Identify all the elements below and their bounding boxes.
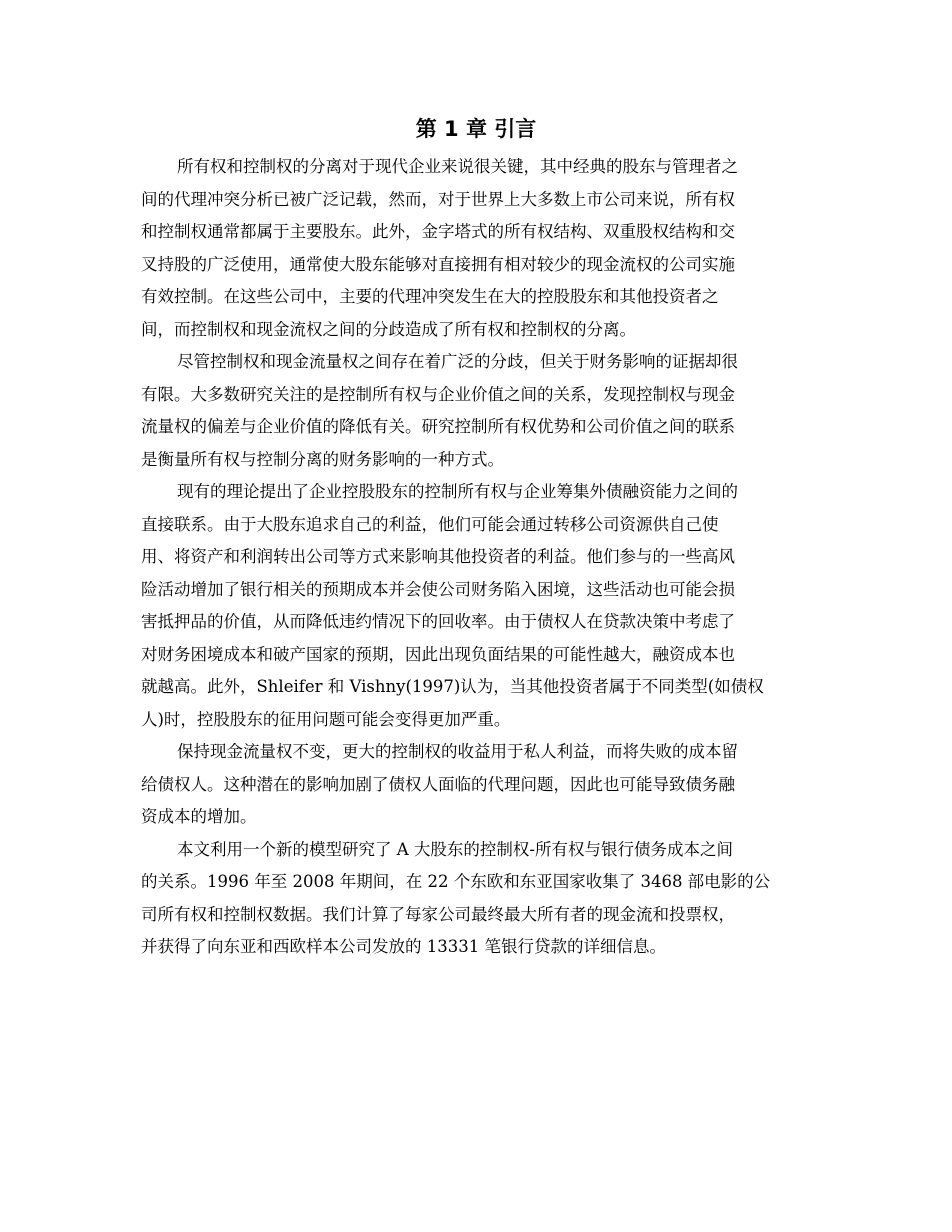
text-line: 人)时，控股股东的征用问题可能会变得更加严重。 [141,709,511,729]
text-line: 给债权人。这种潜在的影响加剧了债权人面临的代理问题，因此也可能导致债务融 [141,774,735,794]
paragraph [141,151,816,346]
text-line: 有效控制。在这些公司中，主要的代理冲突发生在大的控股股东和其他投资者之 [141,287,719,306]
text-line: 用、将资产和利润转出公司等方式来影响其他投资者的利益。他们参与的一些高风 [141,547,735,566]
body-text [141,151,816,964]
paragraph [141,346,816,476]
text-line: 有限。大多数研究关注的是控制所有权与企业价值之间的关系，发现控制权与现金 [141,384,735,404]
text-line: 和控制权通常都属于主要股东。此外，金字塔式的所有权结构、双重股权结构和交 [141,222,735,241]
text-line: 叉持股的广泛使用，通常使大股东能够对直接拥有相对较少的现金流权的公司实施 [141,254,735,274]
paragraph [141,476,816,736]
text-line: 就越高。此外，Shleifer 和 Vishny(1997)认为，当其他投资者属于不同类型(如债权 [141,677,764,696]
text-line: 间的代理冲突分析已被广泛记载，然而，对于世界上大多数上市公司来说，所有权 [141,189,735,209]
text-line: 的关系。1996 年至 2008 年期间，在 22 个东欧和东亚国家收集了 3468 部电影的公 [141,872,771,891]
paragraph [141,736,816,834]
text-line: 对财务困境成本和破产国家的预期，因此出现负面结果的可能性越大，融资成本也 [141,644,735,664]
text-line: 现有的理论提出了企业控股股东的控制所有权与企业筹集外债融资能力之间的 [177,482,738,501]
text-line: 本文利用一个新的模型研究了 A 大股东的控制权-所有权与银行债务成本之间 [177,839,733,859]
text-line: 资成本的增加。 [141,807,257,826]
text-line: 直接联系。由于大股东追求自己的利益，他们可能会通过转移公司资源供自己使 [141,514,719,534]
text-line: 司所有权和控制权数据。我们计算了每家公司最终最大所有者的现金流和投票权， [141,904,735,924]
text-line: 险活动增加了银行相关的预期成本并会使公司财务陷入困境，这些活动也可能会损 [141,579,735,599]
text-line: 所有权和控制权的分离对于现代企业来说很关键，其中经典的股东与管理者之 [177,157,738,176]
text-line: 是衡量所有权与控制分离的财务影响的一种方式。 [141,449,504,469]
text-line: 害抵押品的价值，从而降低违约情况下的回收率。由于债权人在贷款决策中考虑了 [141,612,735,631]
chapter-title: 第 1 章 引言 [415,117,537,141]
text-line: 并获得了向东亚和西欧样本公司发放的 13331 笔银行贷款的详细信息。 [141,937,666,956]
text-line: 保持现金流量权不变，更大的控制权的收益用于私人利益，而将失败的成本留 [177,742,738,761]
text-line: 尽管控制权和现金流量权之间存在着广泛的分歧，但关于财务影响的证据却很 [177,352,738,371]
text-line: 流量权的偏差与企业价值的降低有关。研究控制所有权优势和公司价值之间的联系 [141,417,735,436]
paragraph [141,834,816,964]
text-line: 间，而控制权和现金流权之间的分歧造成了所有权和控制权的分离。 [141,319,636,339]
